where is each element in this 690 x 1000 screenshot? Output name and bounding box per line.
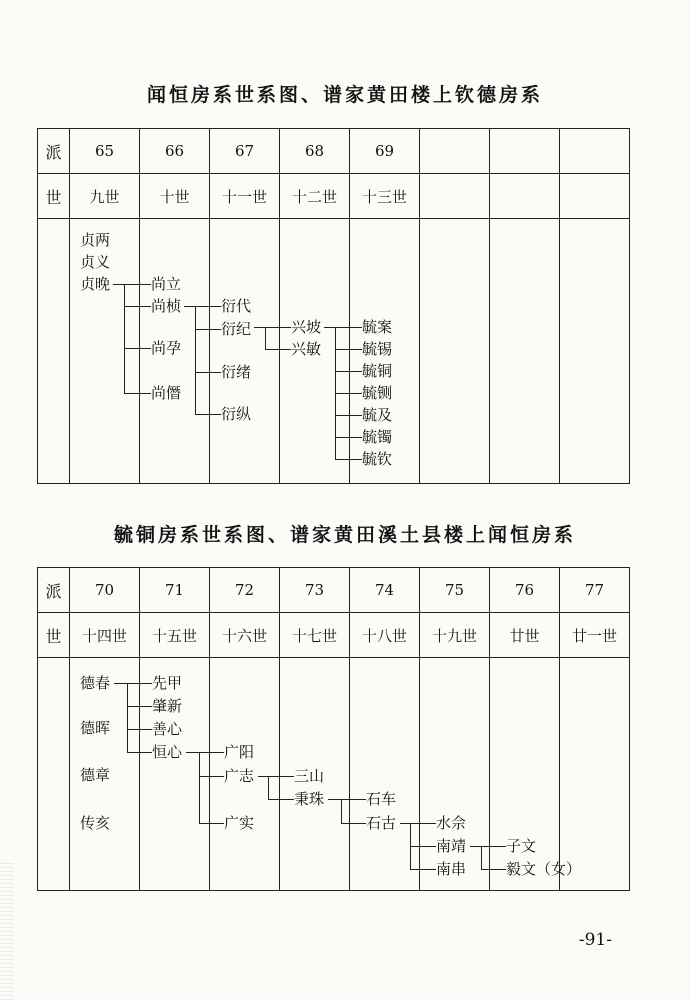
person-name: 兴敏	[291, 340, 322, 358]
connector-line	[335, 459, 362, 460]
person-name: 先甲	[152, 674, 183, 692]
shi-cell	[560, 174, 630, 219]
person-name: 衍代	[221, 297, 252, 315]
table2	[37, 567, 630, 891]
connector-line	[335, 393, 362, 394]
pai-cell	[420, 129, 490, 174]
shi-cell: 十七世	[280, 613, 350, 658]
person-name: 恒心	[152, 743, 183, 761]
person-name: 肇新	[152, 697, 183, 715]
connector-line	[335, 437, 362, 438]
pai-cell: 65	[70, 129, 140, 174]
connector-line	[335, 371, 362, 372]
person-name: 尚桢	[151, 297, 182, 315]
page-number: -91-	[578, 930, 612, 950]
person-name: 毓镯	[362, 428, 393, 446]
person-name: 毓钦	[362, 450, 393, 468]
person-name: 石车	[366, 790, 397, 808]
person-name: 贞义	[80, 253, 111, 271]
pai-cell: 74	[350, 568, 420, 613]
connector-line	[328, 799, 366, 800]
pai-cell	[490, 129, 560, 174]
connector-line	[124, 306, 151, 307]
shi-cell: 十世	[140, 174, 210, 219]
person-name: 兴坡	[291, 318, 322, 336]
person-name: 衍绪	[221, 363, 252, 381]
connector-line	[127, 683, 128, 752]
connector-line	[124, 284, 125, 394]
connector-line	[254, 327, 291, 328]
person-name: 尚孕	[151, 339, 182, 357]
connector-line	[195, 306, 196, 414]
person-name: 善心	[152, 720, 183, 738]
connector-line	[335, 349, 362, 350]
person-name: 广志	[224, 767, 255, 785]
pai-cell: 72	[210, 568, 280, 613]
person-name: 德章	[80, 766, 111, 784]
person-name: 南串	[436, 860, 467, 878]
pai-cell: 70	[70, 568, 140, 613]
connector-line	[124, 348, 151, 349]
connector-line	[127, 752, 152, 753]
connector-line	[400, 823, 436, 824]
connector-line	[184, 306, 221, 307]
person-name: 秉珠	[294, 790, 325, 808]
person-name: 毓铡	[362, 384, 393, 402]
person-name: 毓铜	[362, 362, 393, 380]
pai-cell: 71	[140, 568, 210, 613]
person-name: 德晖	[80, 719, 111, 737]
connector-line	[127, 729, 152, 730]
person-name: 广阳	[224, 743, 255, 761]
connector-line	[199, 752, 200, 823]
person-name: 广实	[224, 814, 255, 832]
person-name: 三山	[294, 767, 325, 785]
shi-cell: 十五世	[140, 613, 210, 658]
person-name: 尚立	[151, 275, 182, 293]
connector-line	[114, 683, 152, 684]
connector-line	[265, 327, 266, 349]
pai-cell: 67	[210, 129, 280, 174]
shi-cell: 十六世	[210, 613, 280, 658]
person-name: 贞晚	[80, 275, 111, 293]
person-name: 子文	[506, 837, 537, 855]
person-name: 衍纪	[221, 320, 252, 338]
shi-cell: 廿一世	[560, 613, 630, 658]
person-name: 毓锡	[362, 340, 393, 358]
connector-line	[258, 776, 294, 777]
connector-line	[195, 414, 221, 415]
pai-cell: 69	[350, 129, 420, 174]
pai-cell: 76	[490, 568, 560, 613]
connector-line	[199, 776, 224, 777]
connector-line	[410, 846, 436, 847]
connector-line	[341, 823, 366, 824]
person-name: 毓案	[362, 318, 393, 336]
connector-line	[127, 706, 152, 707]
connector-line	[470, 846, 506, 847]
connector-line	[265, 349, 291, 350]
connector-line	[481, 846, 482, 869]
pai-label: 派	[38, 568, 70, 613]
table2-title: 毓铜房系世系图、谱家黄田溪土县楼上闻恒房系	[113, 524, 576, 546]
pai-cell: 66	[140, 129, 210, 174]
connector-line	[124, 393, 151, 394]
person-name: 尚僭	[151, 384, 182, 402]
person-name: 贞两	[80, 231, 111, 249]
shi-cell: 十八世	[350, 613, 420, 658]
pai-cell: 68	[280, 129, 350, 174]
person-name: 传亥	[80, 814, 111, 832]
pai-label: 派	[38, 129, 70, 174]
connector-line	[268, 776, 269, 799]
connector-line	[481, 869, 506, 870]
connector-line	[113, 284, 151, 285]
person-name: 衍纵	[221, 405, 252, 423]
shi-cell: 十四世	[70, 613, 140, 658]
shi-cell	[420, 174, 490, 219]
person-name: 德春	[80, 674, 111, 692]
shi-cell: 廿世	[490, 613, 560, 658]
person-name: 南靖	[436, 837, 467, 855]
connector-line	[268, 799, 294, 800]
connector-line	[335, 415, 362, 416]
connector-line	[195, 372, 221, 373]
connector-line	[199, 823, 224, 824]
shi-cell	[490, 174, 560, 219]
connector-line	[186, 752, 224, 753]
connector-line	[324, 327, 362, 328]
shi-label: 世	[38, 613, 70, 658]
shi-cell: 十九世	[420, 613, 490, 658]
pai-cell: 73	[280, 568, 350, 613]
page-edge-grain	[0, 860, 14, 1000]
person-name: 毓及	[362, 406, 393, 424]
connector-line	[410, 869, 436, 870]
shi-label: 世	[38, 174, 70, 219]
connector-line	[341, 799, 342, 823]
shi-cell: 十二世	[280, 174, 350, 219]
table1-title: 闻恒房系世系图、谱家黄田楼上钦德房系	[146, 84, 543, 106]
pai-cell	[560, 129, 630, 174]
pai-cell: 75	[420, 568, 490, 613]
shi-cell: 十一世	[210, 174, 280, 219]
pai-cell: 77	[560, 568, 630, 613]
person-name: 水佘	[436, 814, 467, 832]
person-name: 石古	[366, 814, 397, 832]
shi-cell: 十三世	[350, 174, 420, 219]
connector-line	[195, 329, 221, 330]
shi-cell: 九世	[70, 174, 140, 219]
person-name: 毅文（女）	[506, 860, 582, 878]
